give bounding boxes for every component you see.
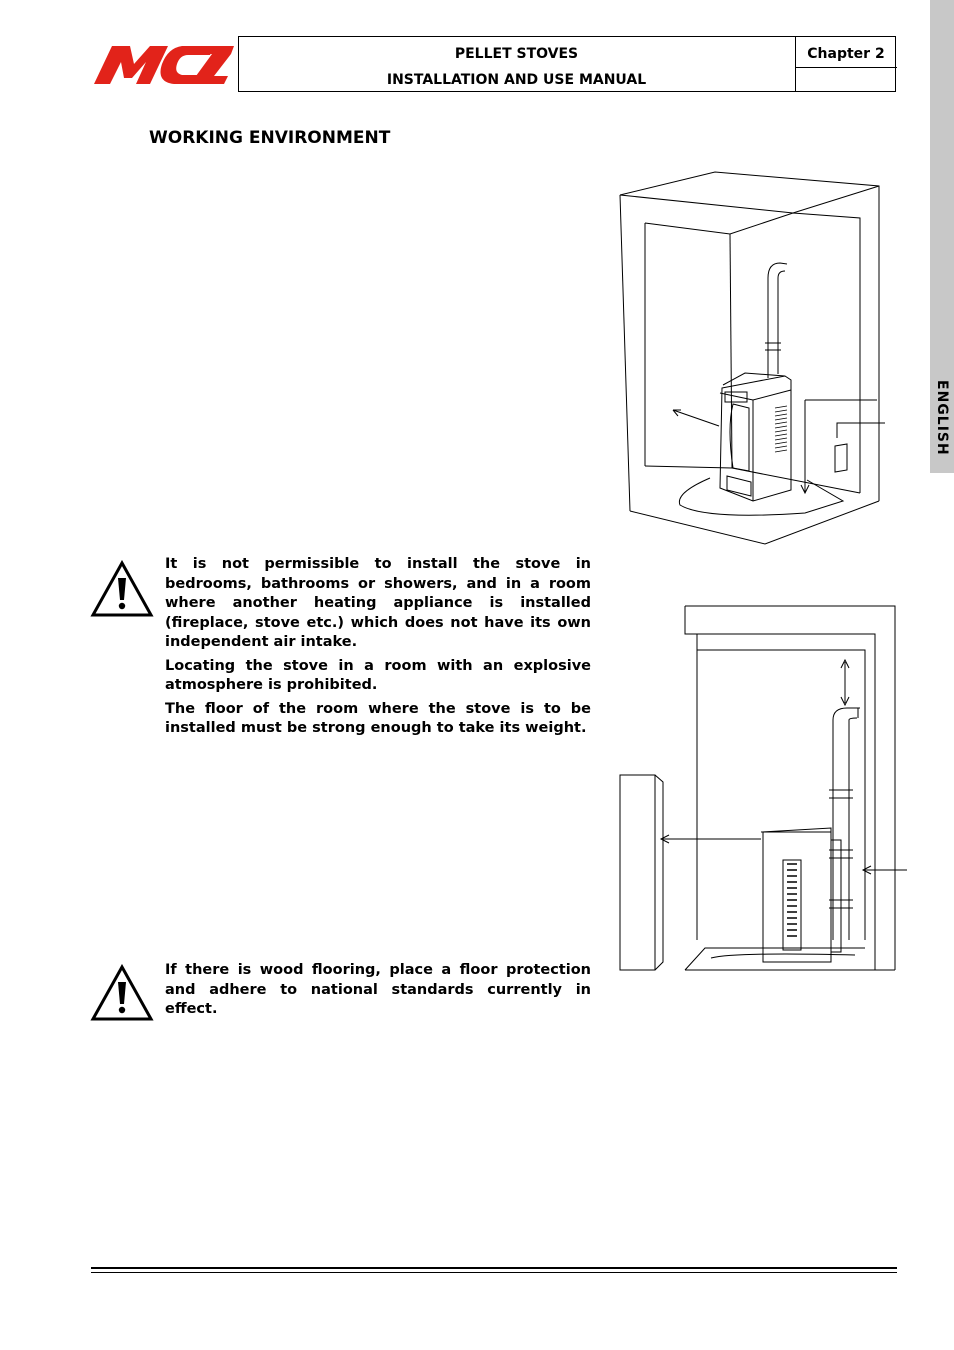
stove-room-illustration [615, 168, 885, 548]
warning-text [165, 555, 591, 743]
language-tab [930, 0, 954, 473]
warning-triangle-icon [90, 964, 154, 1022]
warning-paragraph: The floor of the room where the stove is to be installed must be strong enough to take its weight. [165, 700, 591, 736]
warning-text [165, 961, 591, 1024]
warning-paragraph: If there is wood flooring, place a floor protection and adhere to national standards currently in effect. [165, 962, 591, 1017]
warning-paragraph: It is not permissible to install the stove in bedrooms, bathrooms or showers, and in a room where another heating appliance is installed (fireplace, stove etc.) which does not have its own independent air intake. [165, 556, 591, 650]
language-tab-label: ENGLISH [934, 380, 950, 456]
chapter-label: Chapter 2 [807, 46, 885, 62]
mcz-logo [90, 40, 235, 88]
header-divider [795, 67, 897, 68]
warning-triangle-icon [90, 560, 154, 618]
footer-rule [91, 1267, 897, 1269]
stove-clearance-illustration [615, 600, 915, 980]
header-title: PELLET STOVES [454, 46, 579, 62]
footer-rule [91, 1272, 897, 1273]
header-divider [795, 36, 796, 92]
header-subtitle: INSTALLATION AND USE MANUAL [386, 72, 647, 88]
section-heading: WORKING ENVIRONMENT [149, 128, 391, 148]
warning-paragraph: Locating the stove in a room with an explosive atmosphere is prohibited. [165, 657, 591, 693]
